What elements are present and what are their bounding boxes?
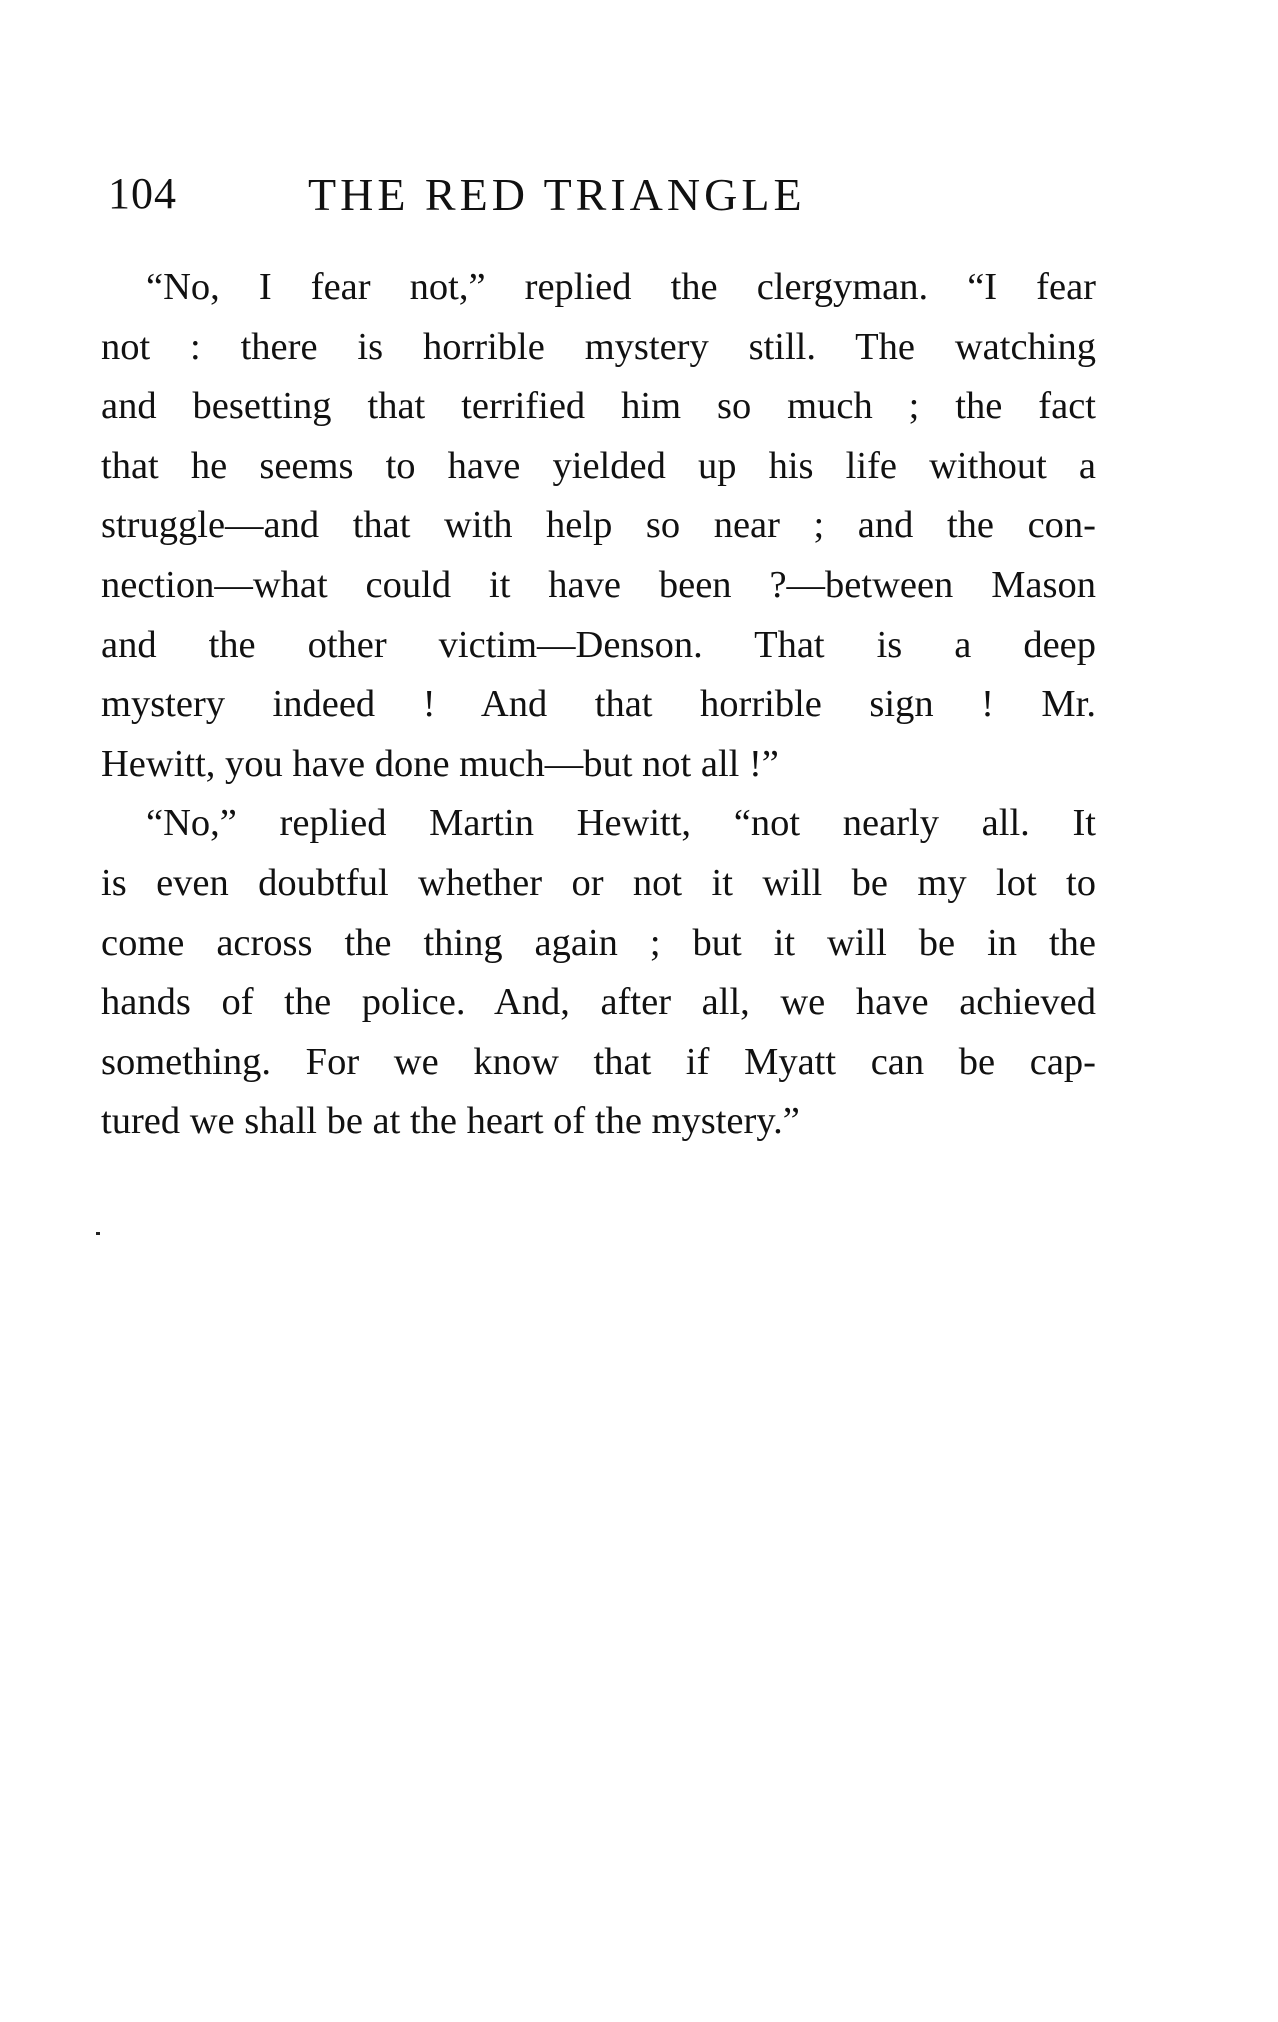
text-line: Hewitt, you have done much—but not all !” xyxy=(101,742,779,785)
text-line: “No, I fear not,” replied the clergyman. “I fear xyxy=(146,266,1096,308)
text-line: hands of the police. And, after all, we have achieved xyxy=(101,981,1096,1024)
text-line: and besetting that terrified him so much ; the fact xyxy=(101,385,1096,428)
text-line: something. For we know that if Myatt can be cap- xyxy=(101,1040,1096,1083)
text-line: not : there is horrible mystery still. The watching xyxy=(101,325,1096,368)
text-line: nection—what could it have been ?—between Mason xyxy=(101,563,1096,606)
text-line: is even doubtful whether or not it will be my lot to xyxy=(101,861,1096,904)
page-header xyxy=(108,168,1108,228)
text-line: that he seems to have yielded up his life without a xyxy=(101,444,1096,487)
paragraph-2 xyxy=(101,794,1096,1152)
page-number: 104 xyxy=(108,169,177,218)
body-text xyxy=(101,258,1096,1152)
text-line: struggle—and that with help so near ; and the con- xyxy=(101,504,1096,547)
text-line: “No,” replied Martin Hewitt, “not nearly all. It xyxy=(146,802,1096,845)
text-line: tured we shall be at the heart of the mystery.” xyxy=(101,1100,800,1143)
text-line: mystery indeed ! And that horrible sign ! Mr. xyxy=(101,683,1096,726)
running-title: THE RED TRIANGLE xyxy=(308,169,806,220)
print-speck xyxy=(96,1232,100,1235)
text-line: and the other victim—Denson. That is a deep xyxy=(101,623,1096,666)
text-line: come across the thing again ; but it will be in the xyxy=(101,921,1096,964)
paragraph-1 xyxy=(101,258,1096,794)
